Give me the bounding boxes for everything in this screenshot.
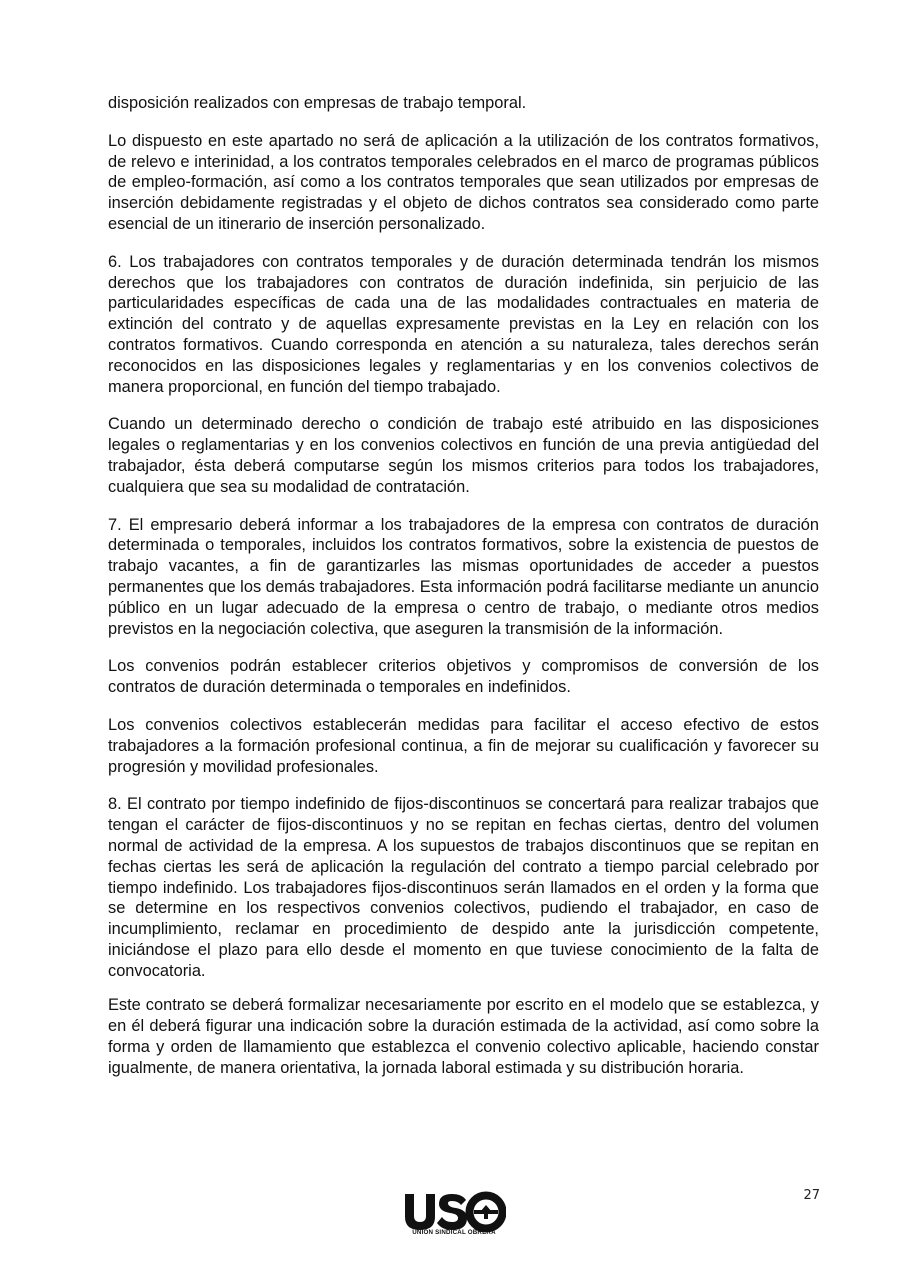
- paragraph-9: Este contrato se deberá formalizar necesariamente por escrito en el modelo que se establezca, y en él deberá figurar una indicación sobre la duración estimada de la actividad, así como sobre la forma y orden de llamamiento que establezca el convenio colectivo aplicable, haciendo constar igualmente, de manera orientativa, la jornada laboral estimada y su distribución horaria.: [108, 996, 819, 1077]
- paragraph-3: 6. Los trabajadores con contratos temporales y de duración determinada tendrán los mismos derechos que los trabajadores con contratos de duración indefinida, sin perjuicio de las particularidades específicas de cada una de las modalidades contractuales en materia de extinción del contrato y de aquellas expresamente previstas en la Ley en relación con los contratos formativos. Cuando corresponda en atención a su naturaleza, tales derechos serán reconocidos en las disposiciones legales y reglamentarias y en los convenios colectivos de manera proporcional, en función del tiempo trabajado.: [108, 252, 819, 396]
- paragraph-6: Los convenios podrán establecer criterios objetivos y compromisos de conversión de los contratos de duración determinada o temporales en indefinidos.: [108, 657, 819, 697]
- logo-subtitle: UNIÓN SINDICAL OBRERA: [412, 1229, 496, 1236]
- uso-logo-icon: [402, 1190, 506, 1234]
- paragraph-8: 8. El contrato por tiempo indefinido de fijos-discontinuos se concertará para realizar trabajos que tengan el carácter de fijos-discontinuos y no se repitan en fechas ciertas, dentro del volumen normal de actividad de la empresa. A los supuestos de trabajos discontinuos que se repitan en fechas ciertas les será de aplicación la regulación del contrato a tiempo parcial celebrado por tiempo indefinido. Los trabajadores fijos-discontinuos serán llamados en el orden y la forma que se determine en los respectivos convenios colectivos, pudiendo el trabajador, en caso de incumplimiento, reclamar en procedimiento de despido ante la jurisdicción competente, iniciándose el plazo para ello desde el momento en que tuviese conocimiento de la falta de convocatoria.: [108, 795, 819, 980]
- paragraph-1: disposición realizados con empresas de trabajo temporal.: [108, 94, 527, 112]
- paragraph-2: Lo dispuesto en este apartado no será de aplicación a la utilización de los contratos formativos, de relevo e interinidad, a los contratos temporales celebrados en el marco de programas públicos de empleo-formación, así como a los contratos temporales que sean utilizados por empresas de inserción debidamente registradas y el objeto de dichos contratos sea considerado como parte esencial de un itinerario de inserción personalizado.: [108, 131, 819, 233]
- paragraph-4: Cuando un determinado derecho o condición de trabajo esté atribuido en las disposiciones legales o reglamentarias y en los convenios colectivos en función de una previa antigüedad del trabajador, ésta deberá computarse según los mismos criterios para todos los trabajadores, cualquiera que sea su modalidad de contratación.: [108, 415, 819, 496]
- paragraph-7: Los convenios colectivos establecerán medidas para facilitar el acceso efectivo de estos trabajadores a la formación profesional continua, a fin de mejorar su cualificación y favorecer su progresión y movilidad profesionales.: [108, 715, 819, 776]
- document-body: [108, 93, 819, 1096]
- page-number: 27: [803, 1188, 820, 1203]
- paragraph-5: 7. El empresario deberá informar a los trabajadores de la empresa con contratos de duración determinada o temporales, incluidos los contratos formativos, sobre la existencia de puestos de trabajo vacantes, a fin de garantizarles las mismas oportunidades de acceder a puestos permanentes que los demás trabajadores. Esta información podrá facilitarse mediante un anuncio público en un lugar adecuado de la empresa o centro de trabajo, o mediante otros medios previstos en la negociación colectiva, que aseguren la transmisión de la información.: [108, 515, 819, 638]
